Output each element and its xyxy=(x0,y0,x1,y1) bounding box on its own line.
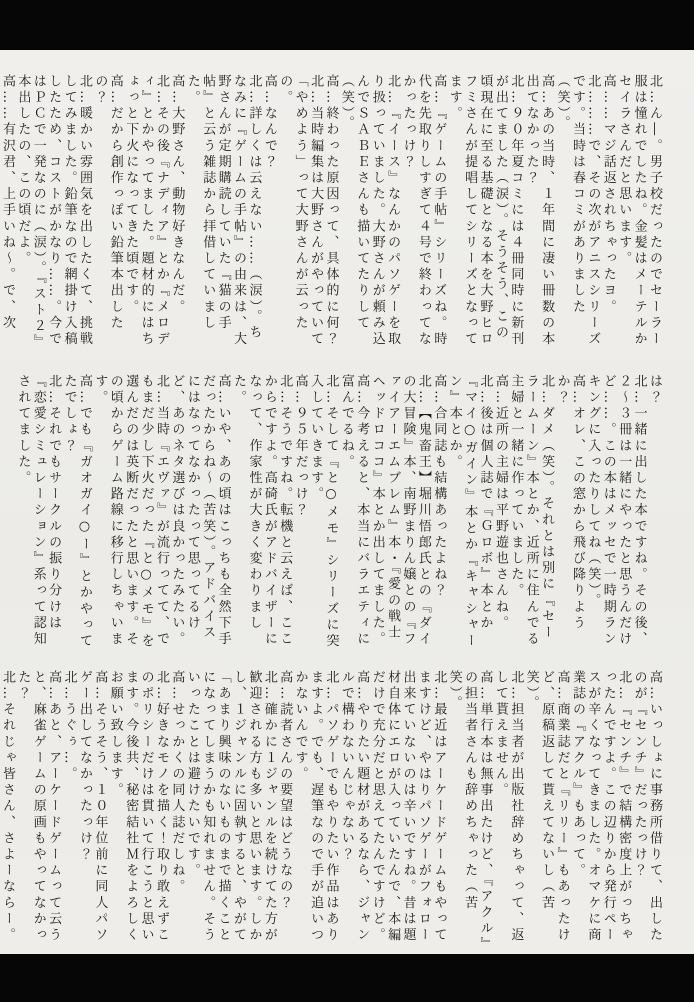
dialogue-line: 高…いや、あの頃はこっちも全然下手だったからね～（苦笑）。アドバイスにはなってなかったって思ってるけど、あのネタ選びは良かったみたい。 xyxy=(169,374,231,648)
dialogue-line: 北…最近はアーケードゲームもやってますけど、やはりパソゲーがフォロー出来ていないのは辛いですね。昔は題材自体にエロが入っていたんで、本編だけで充分だと思えてたんですけど。 xyxy=(369,670,447,944)
dialogue-line: 高…なんで？ xyxy=(261,74,277,171)
dialogue-line: 北…確かに１ジャンルを続けてた方が歓迎される方も多いと思います。しかし、１ジャンルに固執すると、やがて「あまり興味のないものまで描くことになってしまうかも知れません。そういったことは避けたいです。 xyxy=(184,670,277,944)
dialogue-line: 高…商業誌だと『リリー』もあったけど、原稿返して貰えてないし（苦笑）。 xyxy=(523,670,570,944)
dialogue-line: 北…担当者が出版社辞めちゃって、返して貰えません。 xyxy=(492,670,524,944)
dialogue-line: 北…『センチ』で結構密度上がっちゃったんですよ。この辺りから発行ペースが辛くなってきました。オマケに商業誌の『アクル』もあって。 xyxy=(569,670,632,944)
dialogue-line: 北…パソゲーでもやりたい作品はありますよ。でも、遅筆なので手が追いつかないんです。 xyxy=(292,670,339,944)
dialogue-line: 高…『ゲームの手帖』シリーズね。時代を先取りしすぎて４号で終わってなかったっけ？ xyxy=(400,74,447,348)
dialogue-line: 北…ん―。男子校だったのでセーラー服は憧れでしたね。金髪はメーテルかセイラさんだと思います。 xyxy=(616,74,662,348)
dialogue-line: 北…一緒に出した本ですね。その後、２～３冊は一緒にやったと思うんだけど……。この本はメッセで一時期ランキングに入ったりしてね（笑）。 xyxy=(585,374,647,648)
dialogue-line: 高…９５年だっけ？ xyxy=(292,374,308,519)
dialogue-line: 北…そうですね。転機と云えば、ここからですよ。高碕氏がアドバイザーになって、作家性が大きく変わりました。 xyxy=(231,374,293,648)
dialogue-line: 北………で、その次がアニスシリーズです。当時は春コミがありました（笑）。 xyxy=(554,74,601,348)
dialogue-line: 高…せっかくの同人誌だしね。 xyxy=(169,670,185,896)
dialogue-line: 高…いっしょに事務所借りて、出したのが『センチ』だったっけ？ xyxy=(631,670,662,944)
interview-text-block-top xyxy=(0,74,662,352)
dialogue-line: 北…９０年夏コミには４冊同時に新刊が出てました（涙）。そうそう、この頃現在に至る基礎となる本を大野ヒロフミさんが提唱してシリーズとなってます。 xyxy=(446,74,524,348)
bottom-black-bar xyxy=(0,954,694,1002)
dialogue-line: 高…でも『ガオガイ○ー』とかやってたでしょ？ xyxy=(61,374,92,650)
dialogue-line: 北…【鬼畜王】堀川悟郎氏との『ダイの大冒険』本、南野まりん嬢との『ファイアーエムブレム』本・『愛の戦士ヘッドロココ』本とか出してました。 xyxy=(369,374,431,648)
dialogue-line: 北…それじゃ皆さん、さよーならー。 xyxy=(0,670,15,944)
scanned-paper-page xyxy=(0,50,694,954)
dialogue-line: 北…うぐぅ…。 xyxy=(61,670,77,783)
dialogue-line: 北…詳しくは云えない……（涙）。ちなみに『ゲームの手帖』の由来は、大野さんが定期購読していた『猫の手帖』と云う雑誌から拝借していました。 xyxy=(184,74,262,348)
dialogue-line: 高…今考えると、本当にバラエティに富んでるね。 xyxy=(338,374,370,648)
dialogue-line: 高…読者さんの要望はどうなの？ xyxy=(277,670,293,912)
interview-text-block-bottom xyxy=(0,670,662,952)
dialogue-line: 北…『イース』なんかのパソゲーを取り扱っていました。大野さんが頼み込んでＳＡＢＥさんも描いてたりして（笑）。 xyxy=(338,74,401,348)
dialogue-line: 高…単行本は無事出たけど、『アクル』の担当者さんも辞めちゃった（苦笑）。 xyxy=(446,670,493,947)
dialogue-line: 北…それでもサークルの振り分けは『恋愛シミュレーション』系って認知されてました。 xyxy=(15,374,62,648)
dialogue-line: 北…暖かい雰囲気を出したくて、挑戦してみました。鉛筆なので網掛け入稿したため、コストがかなり……。今ではＰＣで一発なのに（涙）。『スト２』本出したの、この頃だよ。 xyxy=(15,74,92,351)
dialogue-line: 高……有沢君、上手いね～。で、次 xyxy=(0,74,15,332)
dialogue-line: 北…当時『エヴァ』が流行ってて、でもまだ少し下火だった『と○メモ』を選んだのは英断だったと思います。その頃からゲーム路線に移行しちゃいます。 xyxy=(92,374,169,650)
dialogue-line: 高…やりたい題材があるなら、ジャンルで構わないんじゃない？ xyxy=(338,670,370,944)
dialogue-line: 高…あと、アーケードゲームって云うと、麻雀ゲームの原画もやってなかった？ xyxy=(15,670,62,944)
dialogue-line: 高…そうそう、１０年位前に同人パソゲー出してなかったっけ？ xyxy=(76,670,108,944)
dialogue-line: 高…オレ、この窓から飛び降りようか？ xyxy=(554,374,585,632)
dialogue-line: 北…後は個人誌で『Ｇロボ』本とか『マイ○ガイン』本とか『キャシャーン』本とか。 xyxy=(446,374,493,650)
interview-text-block-middle xyxy=(15,374,662,652)
dialogue-line: 北…ダメ（笑）。それとは別に『セーラームーン』本とか、近所に住んでる主婦と一緒に作っていました。 xyxy=(508,374,555,648)
dialogue-line: 北…そして『と○メモ』シリーズに突入していきます。 xyxy=(308,374,339,650)
top-black-bar xyxy=(0,0,694,50)
dialogue-line: は？ xyxy=(647,374,662,407)
dialogue-line: 高…だから創作っぽい鉛筆本出したの？ xyxy=(92,74,123,332)
dialogue-line: 高…終わった原因って、具体的に何？ xyxy=(323,74,339,348)
dialogue-line: 高…合同誌も結構あったよね？ xyxy=(431,374,447,600)
dialogue-line: 北…好きなモノを描く！取り敢えずこのポリシーだけは貫いて行こうと思います。今後共、秘密結社Ｍをよろしくお願い致します。 xyxy=(107,670,169,944)
dialogue-line: 北…当時編集は大野さんがやっていて「やめよう」って大野さんが云ったの。 xyxy=(277,74,324,348)
dialogue-line: 高……マジ話返されちゃったヨ。 xyxy=(600,74,616,316)
dialogue-line: 高…大野さん、動物好きなんだ。 xyxy=(169,74,185,316)
dialogue-line: 北…その後『ナディア』とか『メロディ』とかやってました。題材的にはちょっと下火になってきた頃です。 xyxy=(123,74,169,348)
dialogue-line: 高…あの当時、１年間に凄い冊数の本出てなかった？ xyxy=(523,74,555,348)
dialogue-line: 高…近所の主婦は平野遊也さんね。 xyxy=(492,374,508,632)
